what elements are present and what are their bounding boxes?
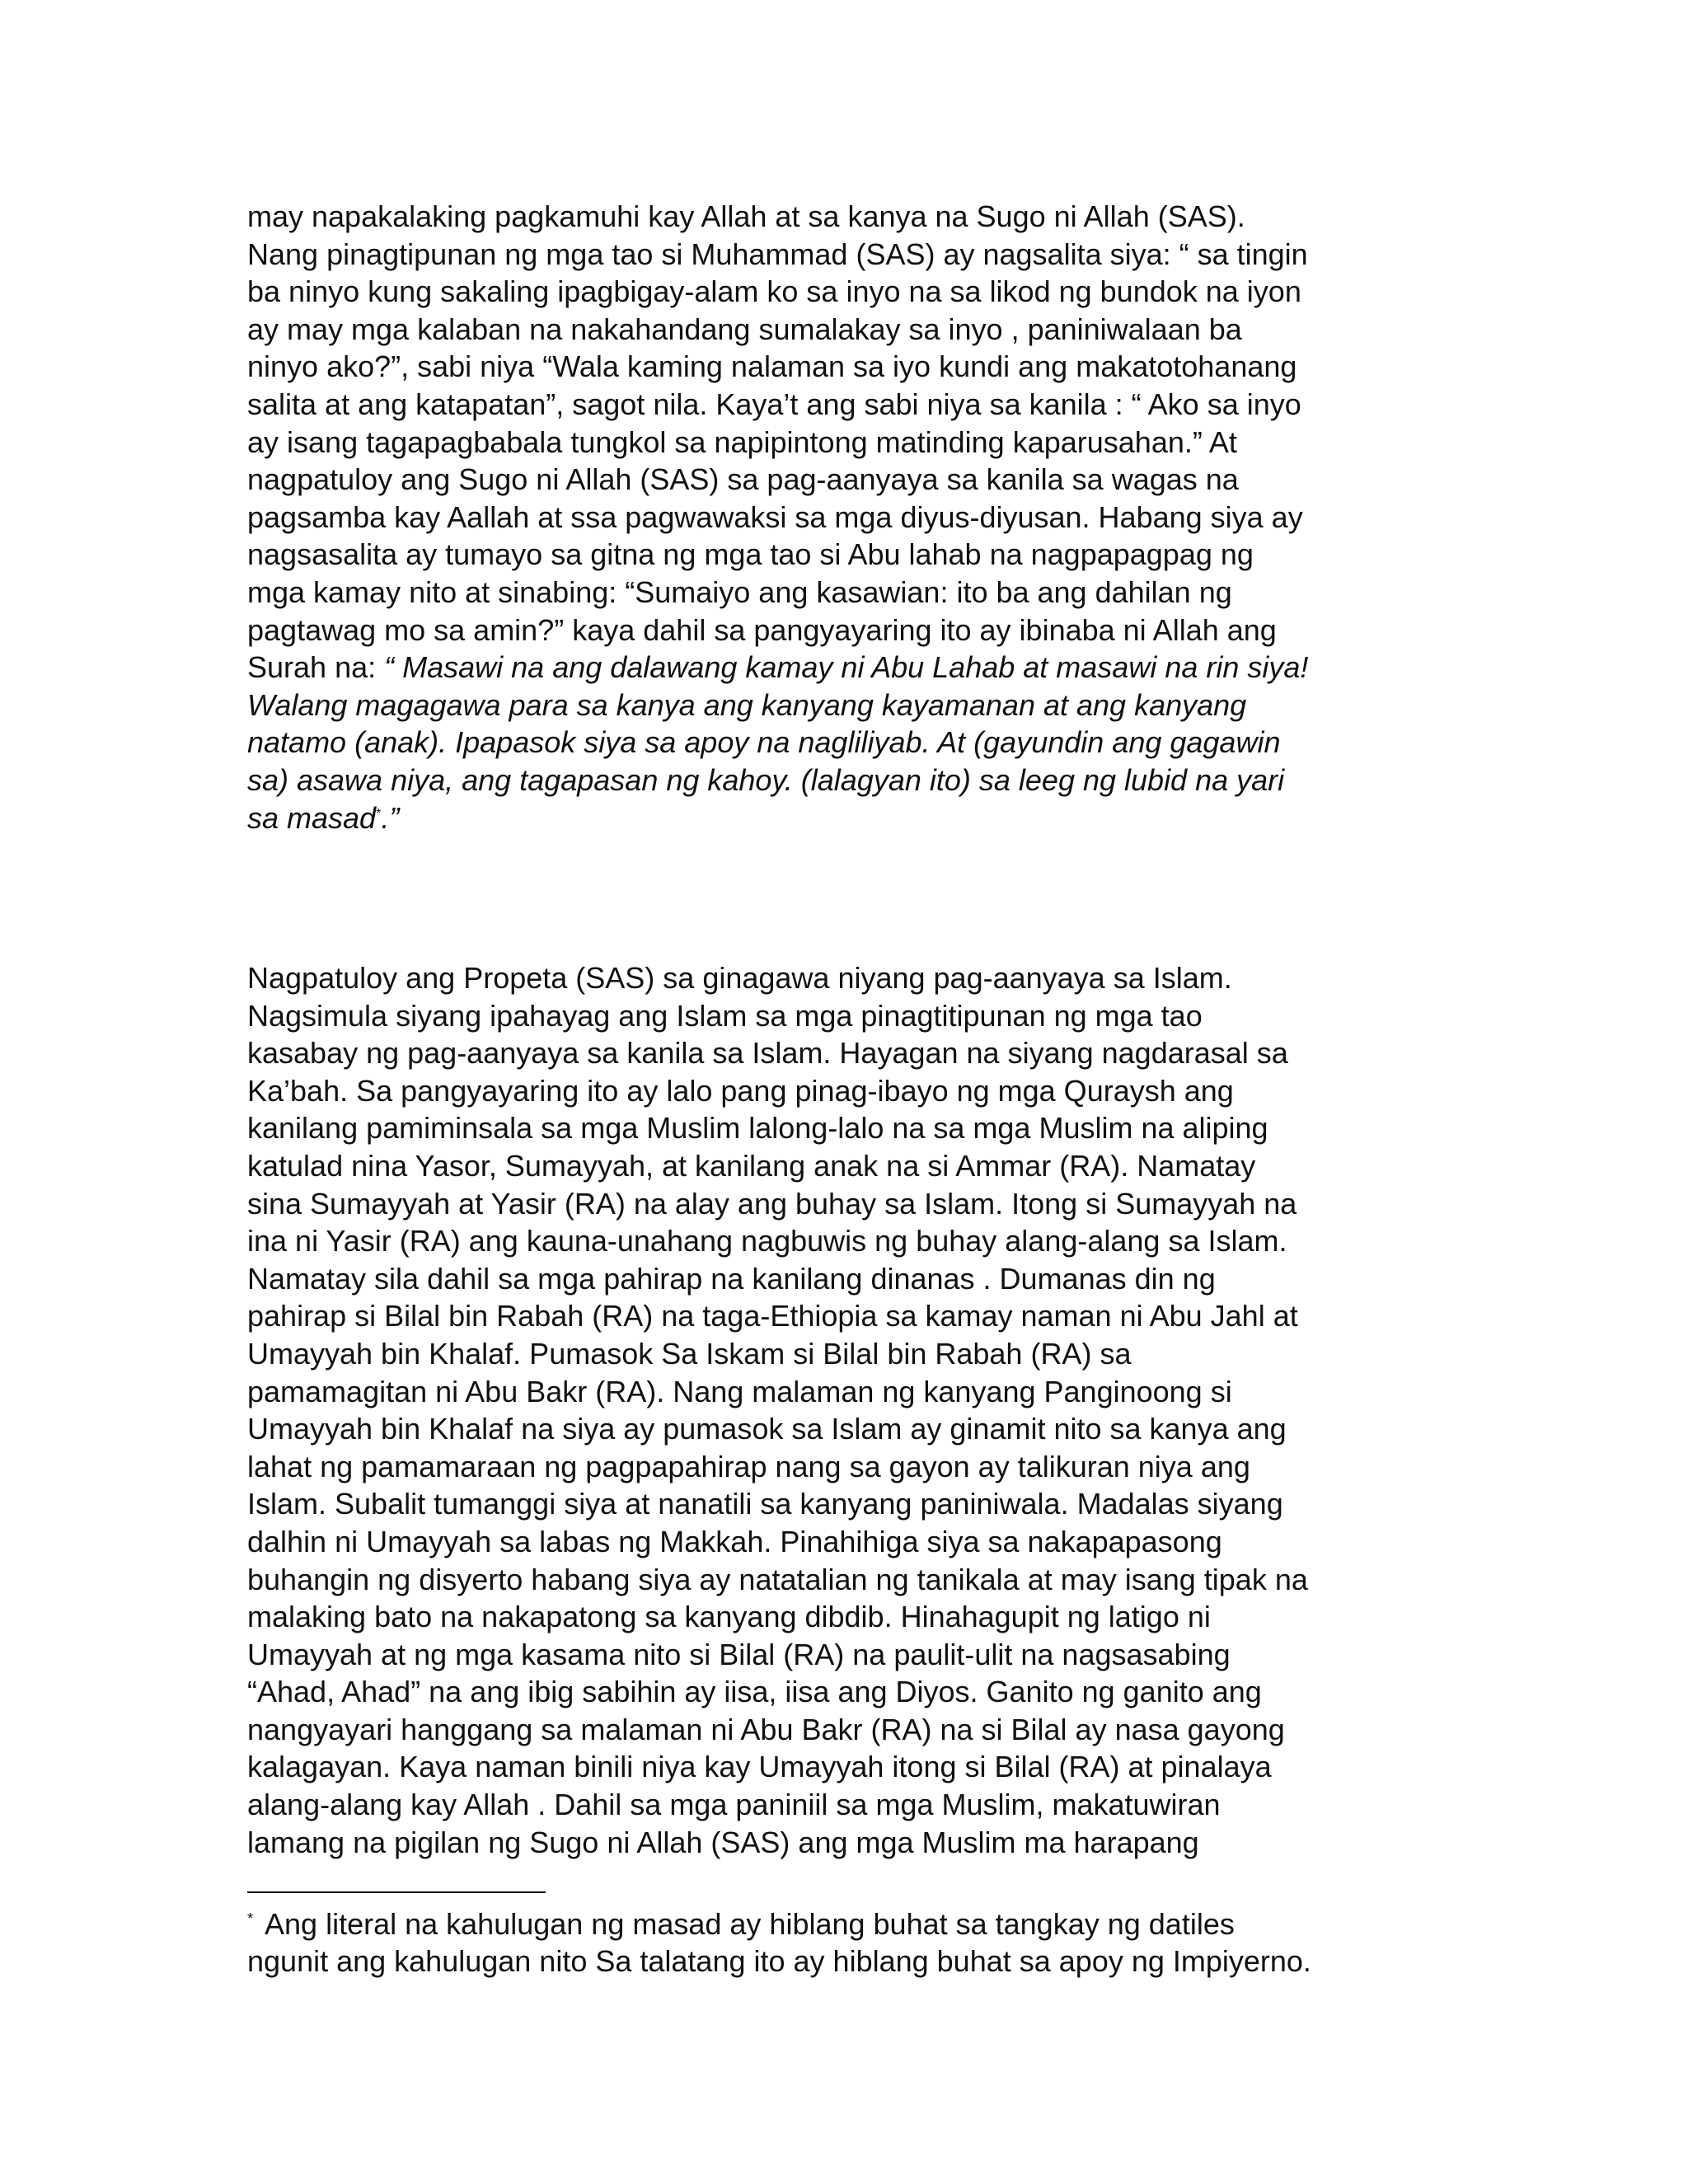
text-line-surah bbox=[247, 649, 1451, 687]
quran-quote-line: natamo (anak). Ipapasok siya sa apoy na nagliliyab. At (gayundin ang gagawin bbox=[247, 725, 1281, 760]
footnote bbox=[247, 1905, 1467, 1980]
surah-prefix: Surah na: bbox=[247, 650, 385, 685]
text-line: ina ni Yasir (RA) ang kauna-unahang nagbuwis ng buhay alang-alang sa Islam. bbox=[247, 1224, 1287, 1258]
text-line: pamamagitan ni Abu Bakr (RA). Nang malaman ng kanyang Panginoong si bbox=[247, 1374, 1232, 1408]
quran-quote-last-line bbox=[247, 799, 1451, 837]
text-line: katulad nina Yasor, Sumayyah, at kanilang anak na si Ammar (RA). Namatay bbox=[247, 1148, 1256, 1183]
text-line: dalhin ni Umayyah sa labas ng Makkah. Pinahihiga siya sa nakapapasong bbox=[247, 1524, 1222, 1558]
text-line: Islam. Subalit tumanggi siya at nanatili sa kanyang paniniwala. Madalas siyang bbox=[247, 1487, 1283, 1521]
footnote-reference[interactable]: * bbox=[376, 806, 382, 821]
quran-quote-close: .” bbox=[381, 800, 400, 835]
text-line: alang-alang kay Allah . Dahil sa mga paniniil sa mga Muslim, makatuwiran bbox=[247, 1788, 1221, 1822]
footnote-line-2: ngunit ang kahulugan nito Sa talatang ito ay hiblang buhat sa apoy ng Impiyerno. bbox=[247, 1944, 1311, 1978]
text-line: ninyo ako?”, sabi niya “Wala kaming nalaman sa iyo kundi ang makatotohanang bbox=[247, 349, 1297, 384]
text-line: sina Sumayyah at Yasir (RA) na alay ang buhay sa Islam. Itong si Sumayyah na bbox=[247, 1186, 1297, 1221]
text-line: kalagayan. Kaya naman binili niya kay Umayyah itong si Bilal (RA) at pinalaya bbox=[247, 1750, 1272, 1784]
text-line: kanilang pamiminsala sa mga Muslim lalong-lalo na sa mga Muslim na aliping bbox=[247, 1111, 1268, 1146]
text-line: Umayyah at ng mga kasama nito si Bilal (RA) na paulit-ulit na nagsasabing bbox=[247, 1637, 1231, 1671]
paragraph-2 bbox=[247, 959, 1451, 1861]
footnote-separator bbox=[247, 1891, 546, 1893]
text-line: Umayyah bin Khalaf na siya ay pumasok sa Islam ay ginamit nito sa kanya ang bbox=[247, 1412, 1287, 1446]
quran-quote-start: “ Masawi na ang dalawang kamay ni Abu Lahab at masawi na rin siya! bbox=[384, 650, 1309, 685]
text-line: ba ninyo kung sakaling ipagbigay-alam ko sa inyo na sa likod ng bundok na iyon bbox=[247, 274, 1301, 309]
text-line: Nagsimula siyang ipahayag ang Islam sa mga pinagtitipunan ng mga tao bbox=[247, 998, 1203, 1033]
text-line: Nang pinagtipunan ng mga tao si Muhammad (SAS) ay nagsalita siya: “ sa tingin bbox=[247, 237, 1308, 271]
text-line: nangyayari hanggang sa malaman ni Abu Bakr (RA) na si Bilal ay nasa gayong bbox=[247, 1712, 1285, 1746]
text-line: nagsasalita ay tumayo sa gitna ng mga tao si Abu lahab na nagpapagpag ng bbox=[247, 537, 1254, 572]
quran-quote-end-text: sa masad bbox=[247, 800, 377, 835]
text-line: kasabay ng pag-aanyaya sa kanila sa Islam. Hayagan na siyang nagdarasal sa bbox=[247, 1036, 1288, 1071]
text-line: buhangin ng disyerto habang siya ay natatalian ng tanikala at may isang tipak na bbox=[247, 1562, 1308, 1596]
text-line: pagtawag mo sa amin?” kaya dahil sa pangyayaring ito ay ibinaba ni Allah ang bbox=[247, 612, 1277, 647]
text-line: ay isang tagapagbabala tungkol sa napipintong matinding kaparusahan.” At bbox=[247, 424, 1237, 459]
text-line: Umayyah bin Khalaf. Pumasok Sa Iskam si Bilal bin Rabah (RA) sa bbox=[247, 1336, 1132, 1371]
text-line: lamang na pigilan ng Sugo ni Allah (SAS) ang mga Muslim ma harapang bbox=[247, 1825, 1199, 1859]
text-line: lahat ng pamamaraan ng pagpapahirap nang sa gayon ay talikuran niya ang bbox=[247, 1449, 1250, 1483]
text-line: mga kamay nito at sinabing: “Sumaiyo ang kasawian: ito ba ang dahilan ng bbox=[247, 574, 1232, 609]
paragraph-1 bbox=[247, 198, 1451, 837]
footnote-text: Ang literal na kahulugan ng masad ay hiblang buhat sa tangkay ng datiles bbox=[265, 1907, 1235, 1941]
quran-quote-line: Walang magagawa para sa kanya ang kanyang kayamanan at ang kanyang bbox=[247, 687, 1247, 722]
text-line: salita at ang katapatan”, sagot nila. Kaya’t ang sabi niya sa kanila : “ Ako sa inyo bbox=[247, 387, 1301, 421]
text-line: pagsamba kay Aallah at ssa pagwawaksi sa mga diyus-diyusan. Habang siya ay bbox=[247, 499, 1303, 534]
quran-quote-line: sa) asawa niya, ang tagapasan ng kahoy. (lalagyan ito) sa leeg ng lubid na yari bbox=[247, 762, 1285, 797]
text-line: Namatay sila dahil sa mga pahirap na kanilang dinanas . Dumanas din ng bbox=[247, 1261, 1216, 1296]
text-line: Nagpatuloy ang Propeta (SAS) sa ginagawa niyang pag-aanyaya sa Islam. bbox=[247, 961, 1232, 995]
footnote-line-1 bbox=[247, 1905, 1467, 1943]
text-line: “Ahad, Ahad” na ang ibig sabihin ay iisa, iisa ang Diyos. Ganito ng ganito ang bbox=[247, 1675, 1262, 1709]
text-line: ay may mga kalaban na nakahandang sumalakay sa inyo , paniniwalaan ba bbox=[247, 312, 1242, 346]
text-line: may napakalaking pagkamuhi kay Allah at sa kanya na Sugo ni Allah (SAS). bbox=[247, 199, 1245, 233]
footnote-marker: * bbox=[247, 1910, 254, 1927]
text-line: nagpatuloy ang Sugo ni Allah (SAS) sa pag-aanyaya sa kanila sa wagas na bbox=[247, 462, 1239, 497]
text-line: pahirap si Bilal bin Rabah (RA) na taga-Ethiopia sa kamay naman ni Abu Jahl at bbox=[247, 1299, 1298, 1333]
text-line: malaking bato na nakapatong sa kanyang dibdib. Hinahagupit ng latigo ni bbox=[247, 1600, 1211, 1634]
text-line: Ka’bah. Sa pangyayaring ito ay lalo pang pinag-ibayo ng mga Quraysh ang bbox=[247, 1073, 1234, 1108]
